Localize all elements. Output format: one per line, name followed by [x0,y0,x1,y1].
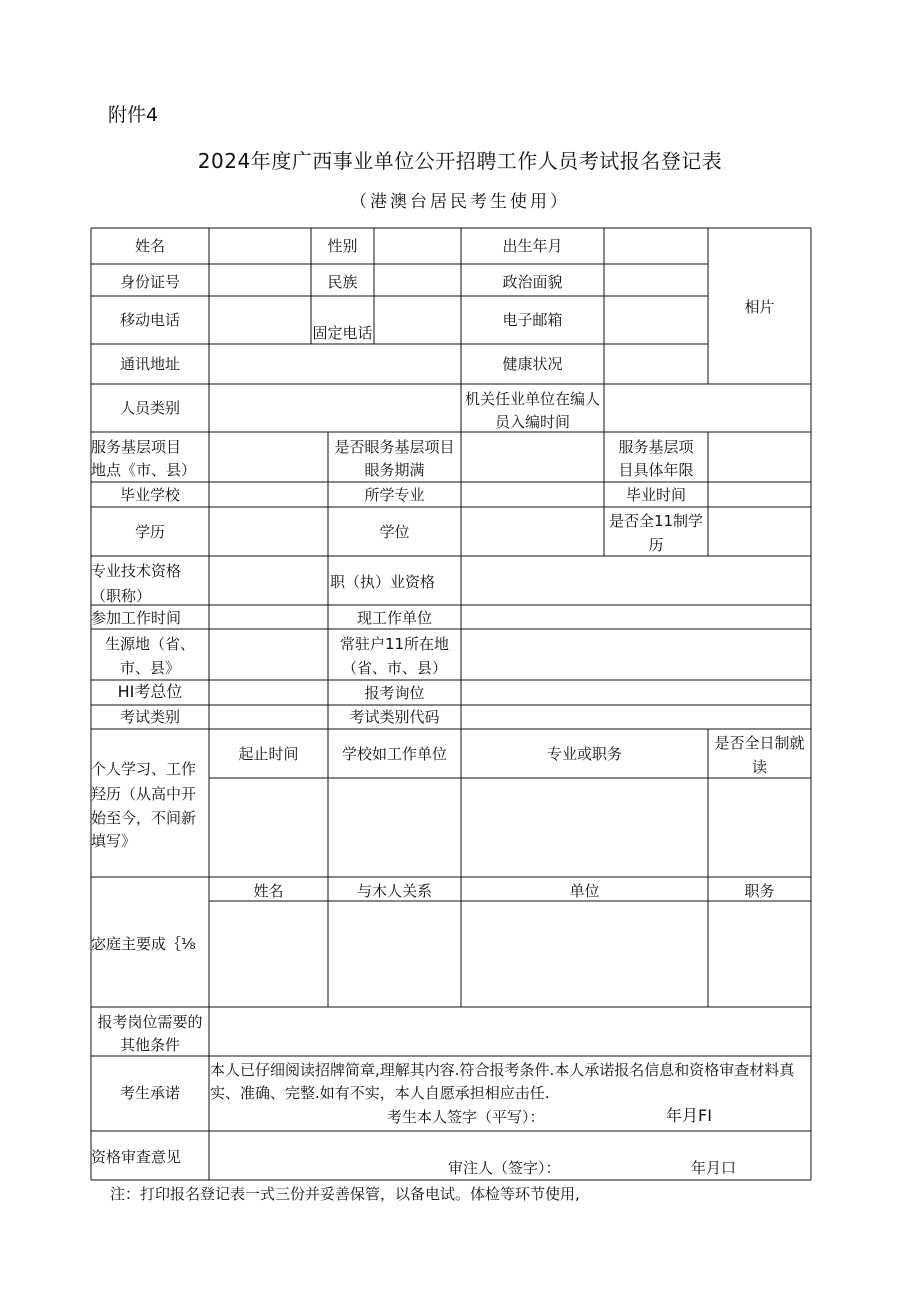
label-agency-line2: 员入编时间 [494,413,570,431]
form-title: 2024年度广西事业单位公开招聘工作人员考试报名登记表 [197,149,723,173]
label-origin-line2: 市、县》 [119,659,180,677]
label-mobile: 移动电话 [119,311,180,329]
label-exam-post: 报考询位 [364,684,425,702]
review-date-label: 年月口 [691,1159,737,1177]
label-fulltime-line1: 是否全11制学 [608,512,704,530]
label-other-conditions-line1: 报考岗位需要的 [97,1013,203,1031]
label-education: 学历 [134,523,165,541]
label-resume-line1: 个人学习、工作 [91,760,197,778]
label-service-years-line2: 目具体年限 [618,461,694,479]
label-review-opinion: 资格审査意见 [91,1148,182,1166]
label-health: 健康状况 [502,355,563,373]
form-subtitle: （港澳台居民考生使用） [350,192,570,212]
label-graduation-time: 毕业时间 [625,486,686,504]
pledge-signature-label: 考生本人签字（平写）： [387,1108,545,1126]
pledge-date-label: 年月FI [666,1106,712,1125]
label-work-start: 参加工作时间 [91,609,182,627]
label-tech-title-line1: 专业技术资格 [91,562,182,580]
label-id-number: 身份证号 [119,273,180,291]
col-major-or-duty: 专业或职务 [546,745,622,763]
col-family-name: 姓名 [253,882,284,900]
label-exam-type: 考试类别 [119,708,180,726]
label-hukou-line2: （省、市、县） [341,659,447,677]
label-address: 通讯地址 [119,355,180,373]
label-political: 政治面貌 [502,273,563,291]
label-tech-title-line2: （职称） [91,587,152,605]
label-service-years-line1: 服务基层项 [618,438,694,456]
col-fulltime-study-line2: 读 [751,758,767,776]
label-service-completed-line1: 是否眼务基层项目 [334,438,455,456]
label-major: 所学专业 [364,486,425,504]
footnote: 注：打印报名登记表一式三份并妥善保管，以备电试。体检等环节使用, [110,1185,580,1203]
pledge-text-line1: 本人已仔细阅读招牌简章,理解其内容.符合报考条件.本人承诺报名信息和资格审查材料真 [210,1061,795,1079]
label-category: 人员类别 [119,399,180,417]
label-school: 毕业学校 [119,486,180,504]
label-service-location-line1: 服务基层项目 [91,438,182,456]
label-resume-line2: 羟历（从高中开 [91,785,197,803]
attachment-label: 附件4 [108,104,159,126]
label-ethnicity: 民族 [327,273,358,291]
label-birth: 出生年月 [502,237,563,255]
label-vocational-qualification: 职（执）业资格 [330,573,436,591]
label-service-completed-line2: 眼务期满 [364,461,425,479]
col-duty: 职务 [744,882,775,900]
label-exam-unit: HI考总位 [117,682,183,701]
col-fulltime-study-line1: 是否全日制就 [714,734,805,752]
label-gender: 性别 [327,237,358,255]
label-other-conditions-line2: 其他条件 [119,1036,180,1054]
label-service-location-line2: 地点《市、县） [91,461,197,479]
col-unit: 单位 [569,882,600,900]
label-landline: 固定电话 [312,324,373,342]
label-degree: 学位 [379,523,410,541]
col-period: 起止时间 [238,745,299,763]
label-current-unit: 现工作单位 [356,609,432,627]
label-origin-line1: 生源地（省、 [104,635,195,653]
label-fulltime-line2: 历 [648,536,664,554]
label-family: 宓庭主要成｛⅛ [91,935,196,953]
label-resume-line4: 填写》 [91,832,137,850]
pledge-text-line2: 实、准确、完整.如有不实，本人自愿承担相应击任. [210,1084,550,1102]
col-relation: 与木人关系 [356,882,432,900]
reviewer-signature-label: 审注人（签字）： [448,1159,561,1177]
label-email: 电子邮箱 [502,311,563,329]
col-school-or-unit: 学校如工作单位 [341,745,447,763]
label-pledge: 考生承诺 [119,1084,180,1102]
label-agency-line1: 机关任业单位在编人 [464,390,600,408]
photo-placeholder: 相片 [744,297,775,316]
label-hukou-line1: 常驻户11所在地 [339,635,450,653]
label-exam-type-code: 考试类别代码 [349,708,440,726]
label-resume-line3: 始至今，不间新 [91,809,197,827]
label-name: 姓名 [134,237,165,255]
